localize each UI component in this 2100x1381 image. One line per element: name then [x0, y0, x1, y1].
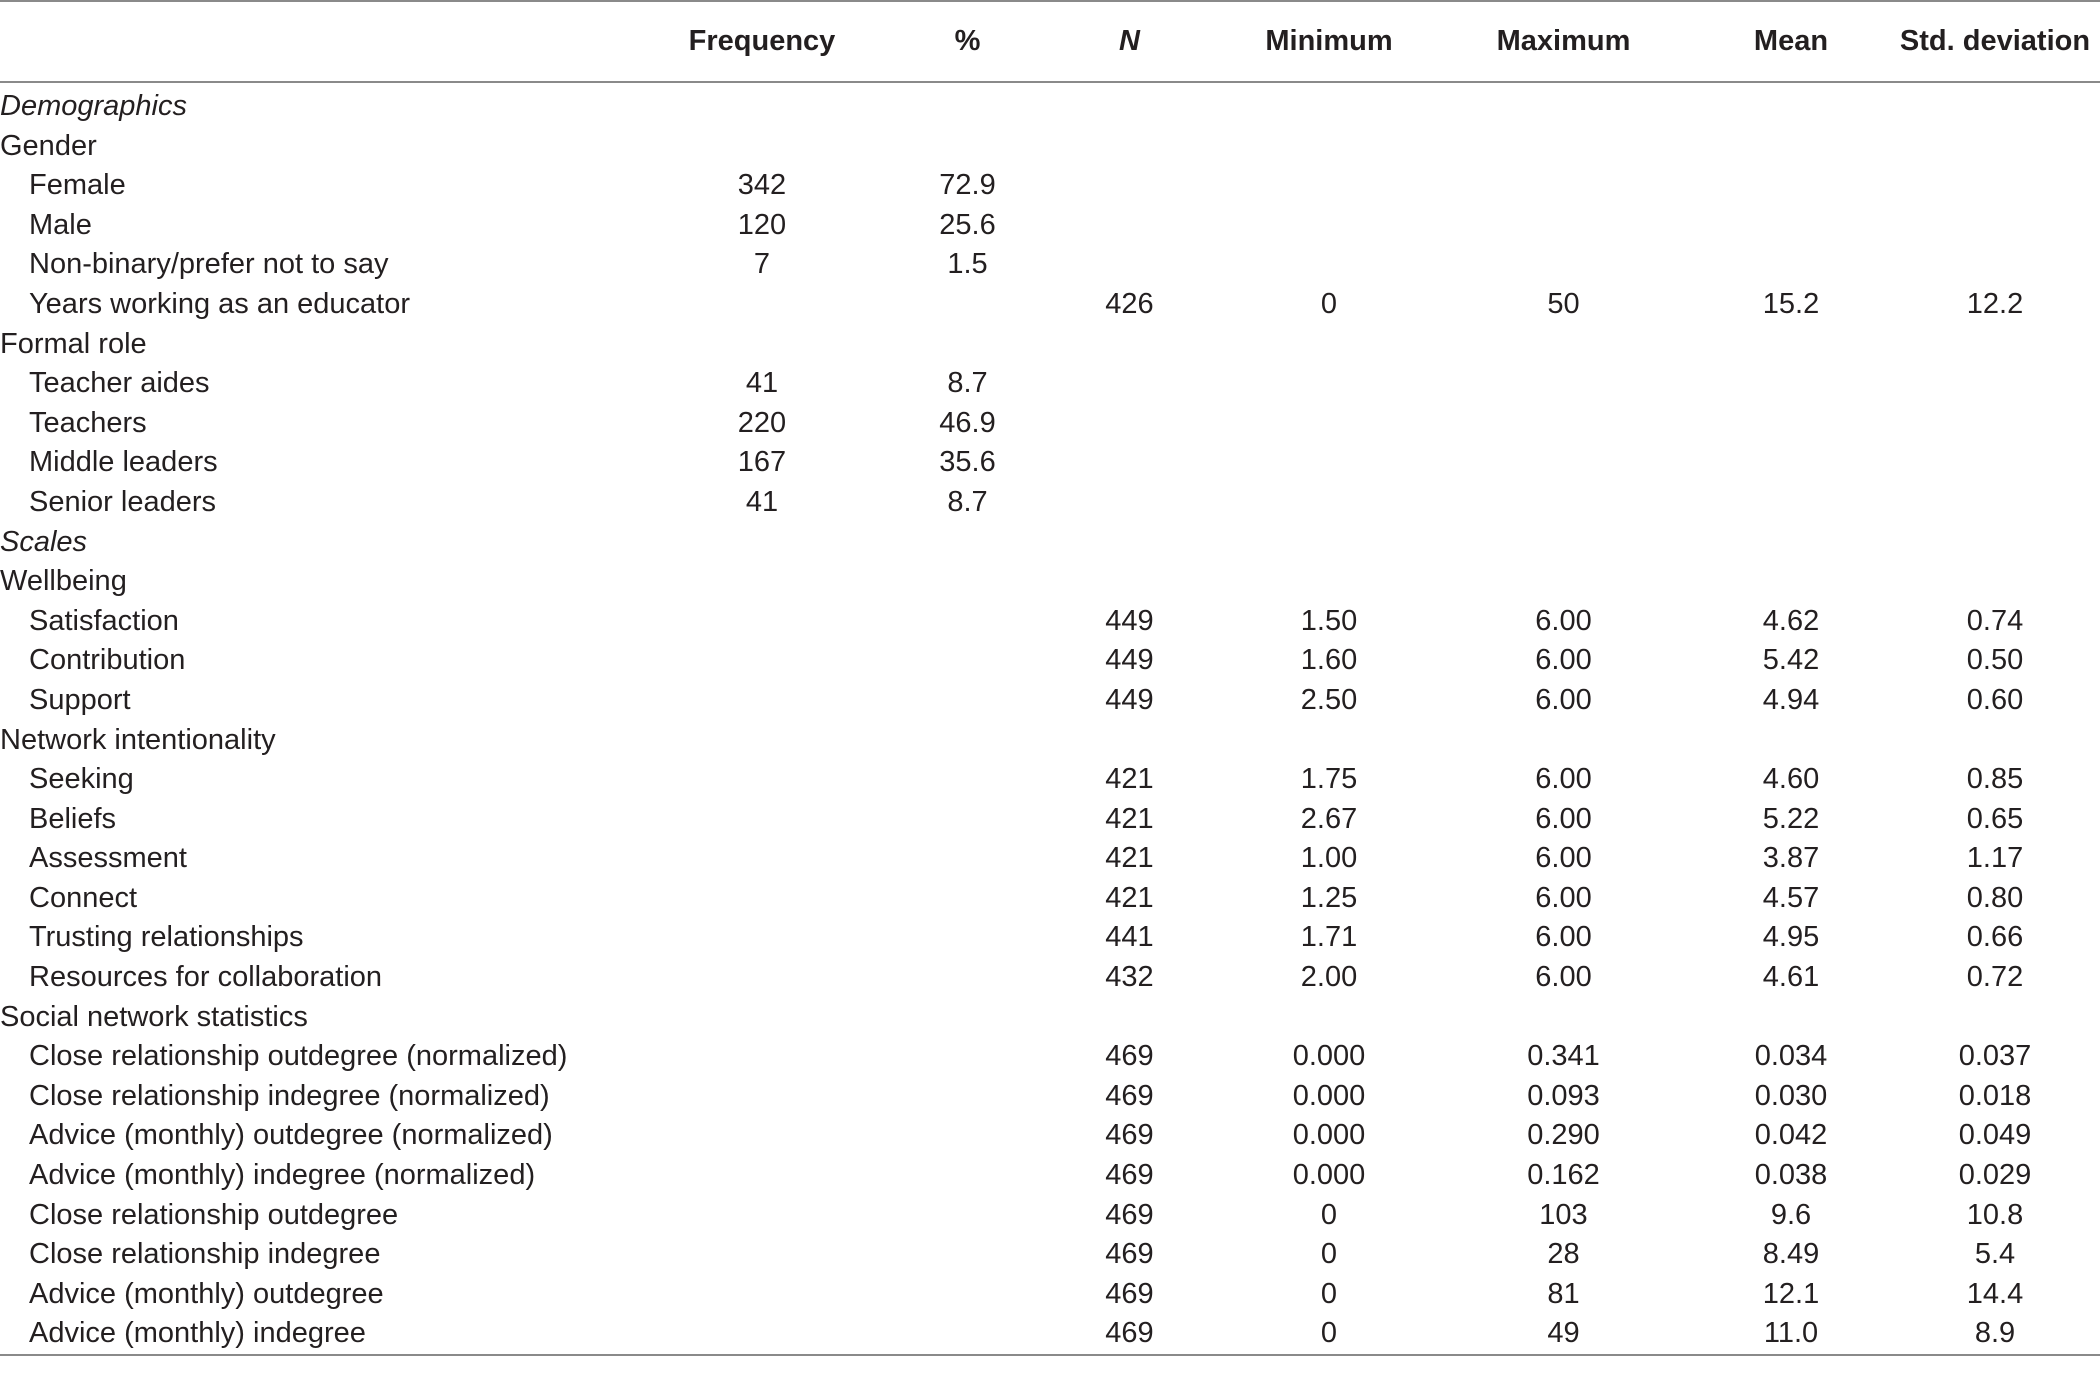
cell-std-deviation: 5.4 [1974, 1238, 2016, 1271]
cell-mean: 4.57 [1762, 881, 1820, 914]
cell-minimum [1223, 443, 1435, 483]
cell-frequency: 41 [745, 485, 779, 518]
cell-frequency [625, 1037, 899, 1077]
cell-std-deviation: 8.9 [1890, 1314, 2100, 1355]
table-row [0, 879, 2100, 919]
cell-n [1036, 206, 1223, 246]
row-label: Support [29, 683, 131, 716]
cell-minimum: 2.00 [1300, 961, 1358, 994]
row-label: Close relationship indegree (normalized) [29, 1079, 550, 1112]
cell-n [1036, 523, 1223, 563]
cell-mean: 9.6 [1770, 1198, 1812, 1231]
cell-minimum: 1.50 [1300, 604, 1358, 637]
cell-maximum: 6.00 [1535, 604, 1592, 637]
cell-n [1036, 127, 1223, 167]
cell-frequency [625, 958, 899, 998]
cell-minimum [1223, 325, 1435, 365]
cell-maximum [1435, 166, 1692, 206]
cell-frequency [625, 562, 899, 602]
cell-percent [899, 760, 1036, 800]
table-row [0, 918, 2100, 958]
cell-percent [899, 1196, 1036, 1236]
table-body [0, 82, 2100, 1355]
cell-mean [1692, 483, 1890, 523]
cell-frequency [625, 1116, 899, 1156]
header-percent: % [899, 1, 1036, 82]
cell-percent [899, 1116, 1036, 1156]
cell-minimum [1223, 562, 1435, 602]
cell-frequency [625, 879, 899, 919]
cell-frequency [625, 325, 899, 365]
cell-n: 432 [1105, 961, 1154, 994]
cell-std-deviation: 0.50 [1966, 644, 2024, 677]
cell-mean [1692, 206, 1890, 246]
cell-percent: 8.7 [947, 485, 988, 518]
cell-frequency [625, 1196, 899, 1236]
header-mean: Mean [1692, 1, 1890, 82]
cell-std-deviation: 12.2 [1966, 287, 2024, 320]
cell-minimum: 0 [1320, 1238, 1338, 1271]
cell-mean: 15.2 [1762, 287, 1820, 320]
cell-percent [899, 998, 1036, 1038]
cell-n: 441 [1105, 921, 1154, 954]
group-row [0, 721, 2100, 761]
cell-mean [1692, 364, 1890, 404]
cell-n [1036, 325, 1223, 365]
cell-minimum [1223, 206, 1435, 246]
header-frequency: Frequency [625, 1, 899, 82]
cell-percent: 72.9 [939, 169, 996, 202]
cell-std-deviation [1890, 721, 2100, 761]
cell-n [1036, 364, 1223, 404]
cell-std-deviation [1890, 127, 2100, 167]
cell-percent [899, 127, 1036, 167]
table-row [0, 1235, 2100, 1275]
cell-maximum: 81 [1547, 1277, 1580, 1310]
cell-minimum [1223, 82, 1435, 127]
cell-std-deviation [1890, 483, 2100, 523]
cell-frequency [625, 523, 899, 563]
cell-frequency: 342 [737, 169, 787, 202]
cell-percent [899, 800, 1036, 840]
cell-frequency: 120 [737, 208, 787, 241]
cell-std-deviation: 0.60 [1966, 683, 2024, 716]
cell-mean [1692, 998, 1890, 1038]
header-row [0, 1, 2100, 82]
table-row [0, 1314, 2100, 1355]
cell-maximum: 6.00 [1535, 842, 1592, 875]
cell-frequency [625, 721, 899, 761]
table-row [0, 681, 2100, 721]
row-label: Advice (monthly) outdegree [29, 1277, 384, 1310]
cell-percent [899, 523, 1036, 563]
table-row [0, 1037, 2100, 1077]
cell-minimum [1223, 998, 1435, 1038]
cell-percent [899, 641, 1036, 681]
cell-maximum: 6.00 [1535, 881, 1592, 914]
cell-minimum [1223, 721, 1435, 761]
row-label: Advice (monthly) outdegree (normalized) [29, 1119, 553, 1152]
cell-minimum: 0.000 [1292, 1119, 1366, 1152]
cell-frequency [625, 1275, 899, 1315]
section-row [0, 82, 2100, 127]
table-row [0, 1077, 2100, 1117]
cell-maximum: 50 [1547, 287, 1580, 320]
cell-mean: 4.60 [1762, 763, 1820, 796]
table-row [0, 285, 2100, 325]
cell-mean [1692, 325, 1890, 365]
cell-std-deviation: 0.049 [1958, 1119, 2032, 1152]
cell-mean: 0.030 [1754, 1079, 1828, 1112]
cell-frequency [625, 641, 899, 681]
cell-percent [899, 1235, 1036, 1275]
cell-frequency [625, 1235, 899, 1275]
cell-std-deviation [1890, 82, 2100, 127]
cell-std-deviation [1890, 206, 2100, 246]
cell-percent [899, 879, 1036, 919]
cell-mean: 12.1 [1762, 1277, 1820, 1310]
row-label: Close relationship indegree [29, 1238, 381, 1271]
cell-maximum [1435, 562, 1692, 602]
cell-frequency [625, 127, 899, 167]
cell-minimum [1223, 483, 1435, 523]
cell-minimum: 1.71 [1300, 921, 1358, 954]
cell-percent [899, 602, 1036, 642]
row-label: Social network statistics [0, 1000, 308, 1033]
cell-frequency [625, 285, 899, 325]
cell-percent: 46.9 [939, 406, 996, 439]
table-row [0, 245, 2100, 285]
cell-percent [899, 918, 1036, 958]
cell-std-deviation [1890, 325, 2100, 365]
cell-mean [1692, 523, 1890, 563]
row-label: Gender [0, 129, 97, 162]
header-maximum: Maximum [1435, 1, 1692, 82]
section-row [0, 523, 2100, 563]
table-row [0, 483, 2100, 523]
cell-n: 421 [1105, 842, 1154, 875]
row-label: Female [29, 169, 126, 202]
row-label: Scales [0, 525, 88, 558]
cell-mean [1692, 82, 1890, 127]
cell-frequency [625, 918, 899, 958]
table-row [0, 641, 2100, 681]
cell-frequency [625, 1077, 899, 1117]
cell-frequency [625, 1314, 899, 1355]
cell-n: 469 [1105, 1277, 1154, 1310]
table-row [0, 206, 2100, 246]
cell-percent [899, 325, 1036, 365]
cell-std-deviation: 0.029 [1958, 1159, 2032, 1192]
cell-std-deviation: 1.17 [1966, 842, 2024, 875]
cell-mean: 8.49 [1762, 1238, 1820, 1271]
row-label: Close relationship outdegree [29, 1198, 399, 1231]
row-label: Formal role [0, 327, 147, 360]
cell-minimum [1223, 404, 1435, 444]
cell-std-deviation [1890, 443, 2100, 483]
cell-n [1036, 166, 1223, 206]
cell-n [1036, 245, 1223, 285]
row-label: Beliefs [29, 802, 117, 835]
row-label: Trusting relationships [29, 921, 304, 954]
table-row [0, 166, 2100, 206]
table-row [0, 839, 2100, 879]
cell-percent [899, 721, 1036, 761]
cell-mean: 5.22 [1762, 802, 1820, 835]
cell-maximum: 0.162 [1527, 1159, 1600, 1192]
cell-n: 469 [1105, 1040, 1154, 1073]
cell-mean [1692, 721, 1890, 761]
table-row [0, 443, 2100, 483]
cell-n [1036, 483, 1223, 523]
cell-minimum: 0.000 [1292, 1079, 1366, 1112]
cell-std-deviation [1890, 364, 2100, 404]
row-label: Advice (monthly) indegree [0, 1314, 625, 1355]
cell-n: 469 [1036, 1314, 1223, 1355]
cell-n: 469 [1105, 1159, 1154, 1192]
cell-maximum: 6.00 [1535, 763, 1592, 796]
cell-n: 449 [1105, 644, 1154, 677]
cell-maximum: 49 [1435, 1314, 1692, 1355]
row-label: Contribution [29, 644, 186, 677]
cell-maximum: 6.00 [1535, 644, 1592, 677]
cell-n: 421 [1105, 881, 1154, 914]
table-row [0, 800, 2100, 840]
cell-std-deviation: 0.66 [1966, 921, 2024, 954]
table-row [0, 1116, 2100, 1156]
cell-maximum: 0.093 [1527, 1079, 1600, 1112]
cell-n [1036, 562, 1223, 602]
table-header [0, 1, 2100, 82]
header-std-deviation: Std. deviation [1890, 1, 2100, 82]
cell-percent [899, 562, 1036, 602]
table-row [0, 1156, 2100, 1196]
cell-minimum: 1.60 [1300, 644, 1358, 677]
cell-maximum [1435, 523, 1692, 563]
cell-frequency: 220 [737, 406, 787, 439]
cell-minimum [1223, 245, 1435, 285]
row-label: Advice (monthly) indegree (normalized) [29, 1159, 536, 1192]
cell-std-deviation: 0.018 [1958, 1079, 2032, 1112]
row-label: Years working as an educator [29, 287, 410, 320]
row-label: Resources for collaboration [29, 961, 383, 994]
cell-std-deviation [1890, 562, 2100, 602]
cell-frequency: 41 [745, 367, 779, 400]
cell-mean [1692, 443, 1890, 483]
group-row [0, 562, 2100, 602]
cell-mean: 11.0 [1692, 1314, 1890, 1355]
cell-maximum: 103 [1539, 1198, 1588, 1231]
cell-n: 449 [1105, 683, 1154, 716]
cell-percent [899, 1077, 1036, 1117]
cell-mean: 0.042 [1754, 1119, 1828, 1152]
cell-maximum: 6.00 [1535, 921, 1592, 954]
cell-maximum [1435, 364, 1692, 404]
cell-maximum [1435, 998, 1692, 1038]
cell-n: 421 [1105, 763, 1154, 796]
cell-mean: 4.95 [1762, 921, 1820, 954]
table-row [0, 404, 2100, 444]
group-row [0, 325, 2100, 365]
row-label: Senior leaders [29, 485, 216, 518]
cell-n [1036, 404, 1223, 444]
cell-frequency [625, 998, 899, 1038]
cell-n: 469 [1105, 1079, 1154, 1112]
cell-mean [1692, 562, 1890, 602]
cell-std-deviation [1890, 166, 2100, 206]
cell-maximum [1435, 127, 1692, 167]
cell-percent: 8.7 [947, 367, 988, 400]
cell-minimum [1223, 364, 1435, 404]
table-row [0, 364, 2100, 404]
cell-std-deviation: 0.037 [1958, 1040, 2032, 1073]
row-label: Male [29, 208, 92, 241]
cell-n [1036, 443, 1223, 483]
cell-percent [899, 1156, 1036, 1196]
cell-maximum [1435, 443, 1692, 483]
cell-mean [1692, 245, 1890, 285]
row-label: Satisfaction [29, 604, 179, 637]
table-row [0, 1196, 2100, 1236]
cell-mean: 4.62 [1762, 604, 1820, 637]
row-label: Assessment [29, 842, 187, 875]
cell-n: 449 [1105, 604, 1154, 637]
group-row [0, 998, 2100, 1038]
cell-minimum: 2.50 [1300, 683, 1358, 716]
cell-frequency [625, 1156, 899, 1196]
cell-minimum: 1.00 [1300, 842, 1358, 875]
cell-percent: 35.6 [939, 446, 996, 479]
cell-minimum: 0 [1320, 1198, 1338, 1231]
cell-maximum [1435, 245, 1692, 285]
header-label [0, 1, 625, 82]
cell-frequency [625, 602, 899, 642]
cell-minimum [1223, 127, 1435, 167]
row-label: Seeking [29, 763, 134, 796]
cell-maximum [1435, 82, 1692, 127]
cell-frequency: 167 [737, 446, 787, 479]
cell-maximum [1435, 404, 1692, 444]
cell-n: 426 [1105, 287, 1154, 320]
table-row [0, 1275, 2100, 1315]
cell-std-deviation [1890, 404, 2100, 444]
cell-mean: 0.034 [1754, 1040, 1828, 1073]
cell-frequency [625, 839, 899, 879]
cell-maximum: 0.341 [1527, 1040, 1600, 1073]
cell-frequency [625, 760, 899, 800]
cell-std-deviation [1890, 998, 2100, 1038]
cell-std-deviation [1890, 245, 2100, 285]
cell-percent [899, 958, 1036, 998]
row-label: Teacher aides [29, 367, 210, 400]
cell-std-deviation: 0.85 [1966, 763, 2024, 796]
cell-percent [899, 1037, 1036, 1077]
cell-percent [899, 1275, 1036, 1315]
cell-percent: 1.5 [947, 248, 988, 281]
cell-percent [899, 285, 1036, 325]
row-label: Connect [29, 881, 138, 914]
cell-frequency: 7 [753, 248, 771, 281]
group-row [0, 127, 2100, 167]
table-row [0, 760, 2100, 800]
row-label: Close relationship outdegree (normalized) [29, 1040, 568, 1073]
cell-n [1036, 82, 1223, 127]
table-row [0, 602, 2100, 642]
cell-minimum: 0.000 [1292, 1040, 1366, 1073]
cell-n: 469 [1105, 1198, 1154, 1231]
cell-percent [899, 681, 1036, 721]
cell-percent [899, 82, 1036, 127]
table-row [0, 958, 2100, 998]
cell-n: 421 [1105, 802, 1154, 835]
cell-std-deviation: 0.80 [1966, 881, 2024, 914]
cell-minimum: 0 [1320, 287, 1338, 320]
row-label: Demographics [0, 90, 187, 122]
cell-mean [1692, 166, 1890, 206]
cell-frequency [625, 681, 899, 721]
cell-minimum: 1.25 [1300, 881, 1358, 914]
cell-maximum: 6.00 [1535, 961, 1592, 994]
cell-percent [899, 1314, 1036, 1355]
row-label: Wellbeing [0, 565, 127, 598]
cell-maximum [1435, 721, 1692, 761]
cell-mean: 4.61 [1762, 961, 1820, 994]
cell-mean: 0.038 [1754, 1159, 1828, 1192]
cell-maximum: 28 [1547, 1238, 1580, 1271]
row-label: Network intentionality [0, 723, 276, 756]
cell-std-deviation: 0.72 [1966, 961, 2024, 994]
header-minimum: Minimum [1223, 1, 1435, 82]
cell-minimum [1223, 166, 1435, 206]
header-n: N [1036, 1, 1223, 82]
cell-minimum: 1.75 [1300, 763, 1358, 796]
row-label: Middle leaders [29, 446, 218, 479]
row-label: Teachers [29, 406, 147, 439]
cell-minimum [1223, 523, 1435, 563]
cell-std-deviation: 14.4 [1966, 1277, 2024, 1310]
cell-minimum: 0.000 [1292, 1159, 1366, 1192]
cell-mean: 3.87 [1762, 842, 1820, 875]
cell-maximum: 6.00 [1535, 683, 1592, 716]
cell-std-deviation: 0.74 [1966, 604, 2024, 637]
cell-percent [899, 839, 1036, 879]
cell-std-deviation: 0.65 [1966, 802, 2024, 835]
cell-percent: 25.6 [939, 208, 996, 241]
cell-minimum: 0 [1223, 1314, 1435, 1355]
cell-mean [1692, 404, 1890, 444]
cell-n [1036, 998, 1223, 1038]
cell-n: 469 [1105, 1238, 1154, 1271]
cell-minimum: 0 [1320, 1277, 1338, 1310]
cell-maximum [1435, 206, 1692, 246]
cell-frequency [625, 800, 899, 840]
cell-maximum: 0.290 [1527, 1119, 1600, 1152]
cell-maximum [1435, 483, 1692, 523]
row-label: Non-binary/prefer not to say [29, 248, 389, 281]
cell-std-deviation: 10.8 [1966, 1198, 2024, 1231]
cell-mean: 4.94 [1762, 683, 1820, 716]
cell-maximum: 6.00 [1535, 802, 1592, 835]
cell-n: 469 [1105, 1119, 1154, 1152]
cell-std-deviation [1890, 523, 2100, 563]
cell-mean [1692, 127, 1890, 167]
cell-n [1036, 721, 1223, 761]
cell-minimum: 2.67 [1300, 802, 1358, 835]
cell-frequency [625, 82, 899, 127]
cell-maximum [1435, 325, 1692, 365]
cell-mean: 5.42 [1762, 644, 1820, 677]
